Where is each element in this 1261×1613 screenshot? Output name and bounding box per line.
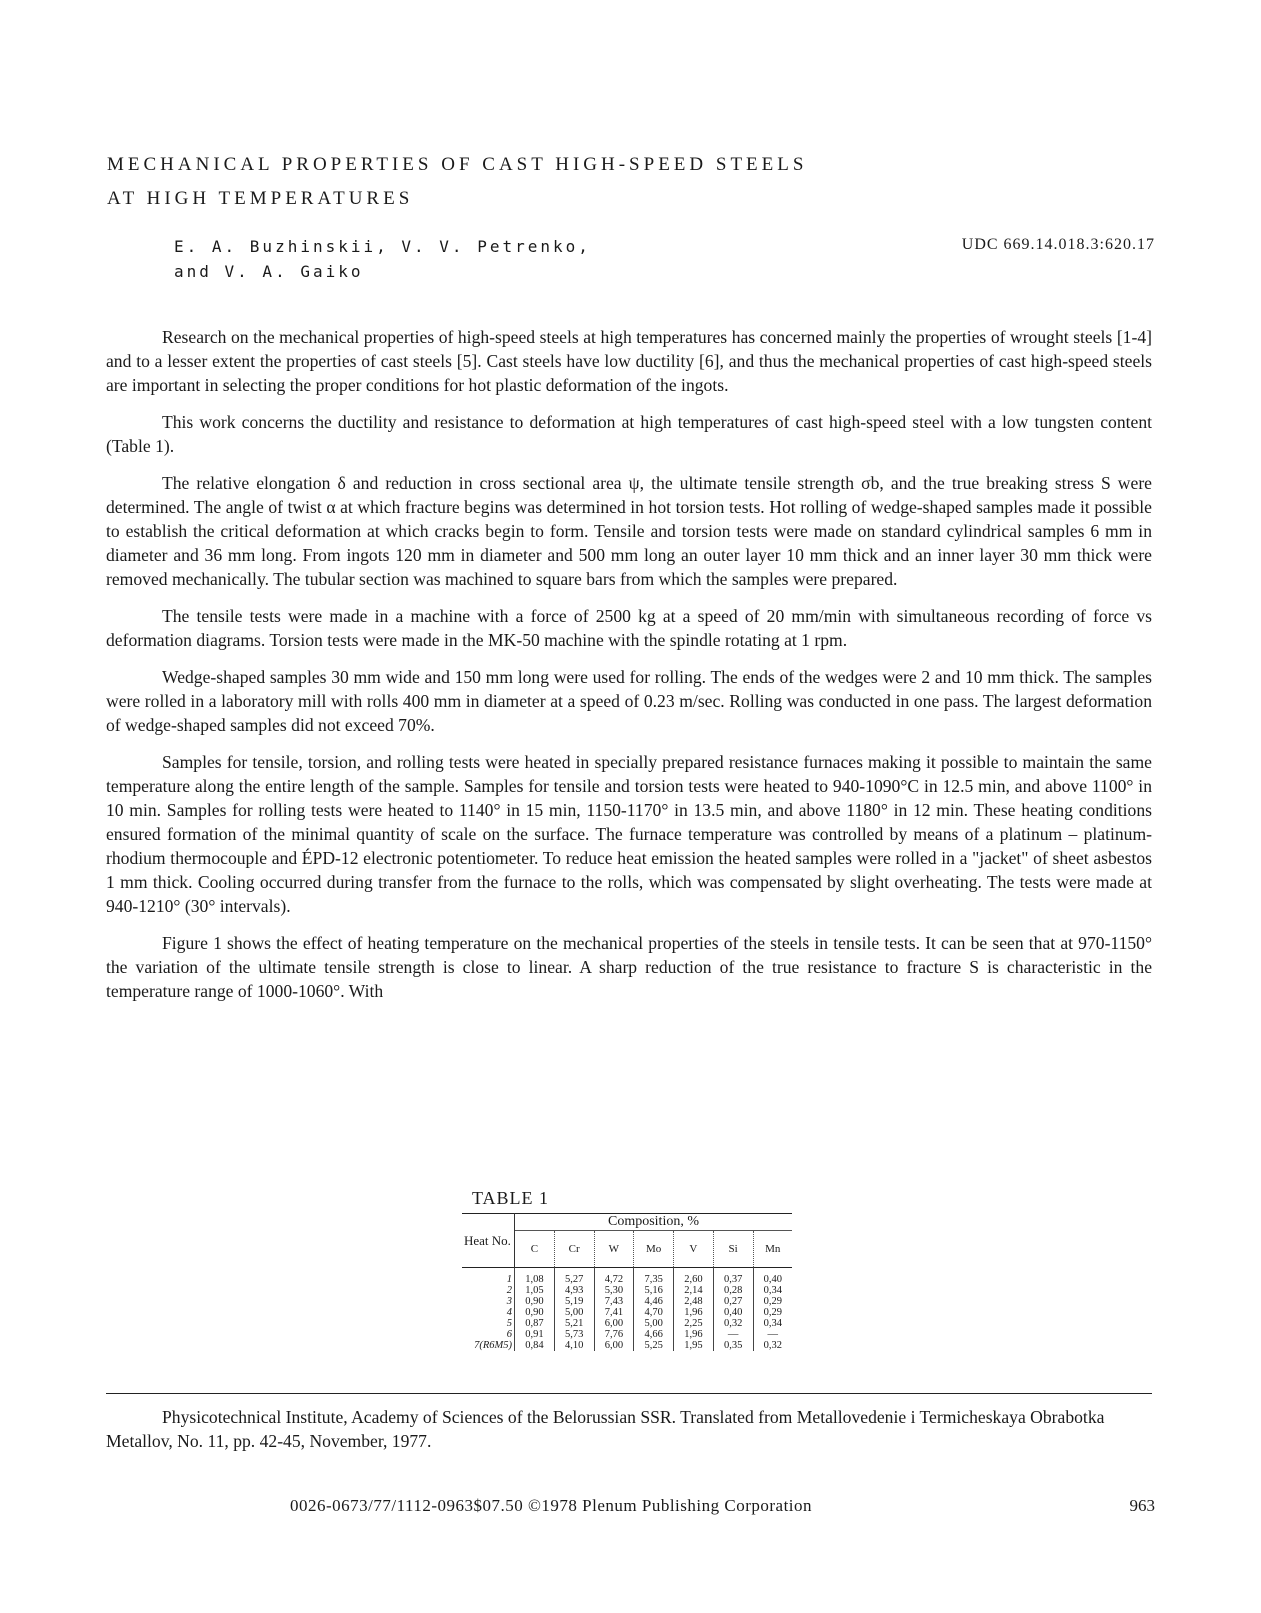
footnote-text: Physicotechnical Institute, Academy of Sciences of the Belorussian SSR. Translated from Metallovedenie i Termicheskaya Obrabotka Metallov, No. 11, pp. 42-45, November, 1977. bbox=[106, 1407, 1105, 1451]
table-cell: 0,37 bbox=[713, 1268, 753, 1286]
table-row bbox=[462, 1285, 792, 1296]
authors-line-1: E. A. Buzhinskii, V. V. Petrenko, bbox=[174, 237, 591, 256]
table-cell: 7,41 bbox=[594, 1307, 634, 1318]
composition-table bbox=[462, 1213, 792, 1351]
table-cell: 5,19 bbox=[554, 1296, 594, 1307]
table-cell: 5,25 bbox=[634, 1340, 674, 1351]
heat-number-cell: 5 bbox=[462, 1318, 515, 1329]
table-cell: 0,91 bbox=[515, 1329, 555, 1340]
table-cell: 5,21 bbox=[554, 1318, 594, 1329]
table-caption: TABLE 1 bbox=[472, 1188, 550, 1208]
table-cell: 5,00 bbox=[634, 1318, 674, 1329]
paragraph: Samples for tensile, torsion, and rolling tests were heated in specially prepared resistance furnaces making it possible to maintain the same temperature along the entire length of the sample. Samples for tensile and torsion tests were heated to 940-1090°C in 12.5 min, and above 1100° in 10 min. Samples for rolling tests were heated to 1140° in 15 min, 1150-1170° in 13.5 min, and above 1180° in 12 min. These heating conditions ensured formation of the minimal quantity of scale on the surface. The furnace temperature was controlled by means of a platinum – platinum-rhodium thermocouple and ÉPD-12 electronic potentiometer. To reduce heat emission the heated samples were rolled in a "jacket" of sheet asbestos 1 mm thick. Cooling occurred during transfer from the furnace to the rolls, which was compensated by slight overheating. The tests were made at 940-1210° (30° intervals). bbox=[106, 752, 1152, 916]
table-cell: 0,32 bbox=[713, 1318, 753, 1329]
table-cell: 5,73 bbox=[554, 1329, 594, 1340]
title-line-1: MECHANICAL PROPERTIES OF CAST HIGH-SPEED STEELS bbox=[107, 154, 808, 175]
table-cell: 6,00 bbox=[594, 1318, 634, 1329]
heat-number-cell: 6 bbox=[462, 1329, 515, 1340]
table-cell: 4,46 bbox=[634, 1296, 674, 1307]
paragraph: Wedge-shaped samples 30 mm wide and 150 mm long were used for rolling. The ends of the wedges were 2 and 10 mm thick. The samples were rolled in a laboratory mill with rolls 400 mm in diameter at a speed of 0.23 m/sec. Rolling was conducted in one pass. The largest deformation of wedge-shaped samples did not exceed 70%. bbox=[106, 667, 1152, 735]
table-cell: 5,30 bbox=[594, 1285, 634, 1296]
footnote bbox=[106, 1405, 1152, 1453]
table-cell: 4,93 bbox=[554, 1285, 594, 1296]
table-cell: — bbox=[767, 1329, 778, 1340]
heat-number-cell: 1 bbox=[462, 1268, 515, 1286]
heat-number-header: Heat No. bbox=[462, 1214, 515, 1268]
paragraph: This work concerns the ductility and resistance to deformation at high temperatures of cast high-speed steel with a low tungsten content (Table 1). bbox=[106, 412, 1152, 456]
title-line-2: AT HIGH TEMPERATURES bbox=[107, 188, 414, 209]
table-cell: 0,90 bbox=[515, 1307, 555, 1318]
table-cell: 0,29 bbox=[763, 1307, 782, 1318]
table-cell: 7,43 bbox=[594, 1296, 634, 1307]
table-cell: 5,16 bbox=[634, 1285, 674, 1296]
paragraph: Figure 1 shows the effect of heating temperature on the mechanical properties of the steels in tensile tests. It can be seen that at 970-1150° the variation of the ultimate tensile strength is close to linear. A sharp reduction of the true resistance to fracture S is characteristic in the temperature range of 1000-1060°. With bbox=[106, 933, 1152, 1001]
table-cell: 2,14 bbox=[674, 1285, 714, 1296]
element-header: W bbox=[594, 1231, 634, 1268]
table-row bbox=[462, 1329, 792, 1340]
article-body bbox=[106, 325, 1152, 1016]
table-cell: 0,28 bbox=[713, 1285, 753, 1296]
table-1 bbox=[462, 1188, 792, 1351]
table-cell: 0,29 bbox=[763, 1296, 782, 1307]
table-cell: 4,66 bbox=[634, 1329, 674, 1340]
table-cell: 0,90 bbox=[515, 1296, 555, 1307]
table-cell: 4,70 bbox=[634, 1307, 674, 1318]
table-cell: 2,60 bbox=[674, 1268, 714, 1286]
paragraph: The relative elongation δ and reduction in cross sectional area ψ, the ultimate tensile strength σb, and the true breaking stress S were determined. The angle of twist α at which fracture begins was determined in hot torsion tests. Hot rolling of wedge-shaped samples made it possible to establish the critical deformation at which cracks begin to form. Tensile and torsion tests were made on standard cylindrical samples 6 mm in diameter and 36 mm long. From ingots 120 mm in diameter and 500 mm long an outer layer 10 mm thick and an inner layer 30 mm thick were removed mechanically. The tubular section was machined to square bars from which the samples were prepared. bbox=[106, 473, 1152, 589]
composition-header: Composition, % bbox=[515, 1214, 793, 1231]
table-cell: 0,35 bbox=[713, 1340, 753, 1351]
table-cell: 4,10 bbox=[554, 1340, 594, 1351]
table-cell: 1,08 bbox=[515, 1268, 555, 1286]
article-title bbox=[107, 148, 1107, 216]
authors bbox=[174, 234, 591, 284]
table-row bbox=[462, 1318, 792, 1329]
table-cell: 0,40 bbox=[753, 1268, 792, 1286]
table-cell: 0,34 bbox=[763, 1318, 782, 1329]
table-cell: 6,00 bbox=[594, 1340, 634, 1351]
table-cell: 5,27 bbox=[554, 1268, 594, 1286]
element-header: Mn bbox=[765, 1243, 781, 1255]
table-cell: 1,96 bbox=[674, 1329, 714, 1340]
table-cell: 0,34 bbox=[763, 1285, 782, 1296]
element-header: Si bbox=[713, 1231, 753, 1268]
table-cell: 1,95 bbox=[674, 1340, 714, 1351]
table-cell: 7,76 bbox=[594, 1329, 634, 1340]
heat-number-cell: 7(R6M5) bbox=[462, 1340, 515, 1351]
heat-number-cell: 4 bbox=[462, 1307, 515, 1318]
footer-code: 0026-0673/77/1112-0963$07.50 ©1978 Plenum Publishing Corporation bbox=[290, 1496, 813, 1515]
heat-number-cell: 3 bbox=[462, 1296, 515, 1307]
page-number: 963 bbox=[1129, 1496, 1155, 1515]
element-header: Cr bbox=[554, 1231, 594, 1268]
table-cell: — bbox=[713, 1329, 753, 1340]
table-row bbox=[462, 1296, 792, 1307]
table-row bbox=[462, 1268, 792, 1286]
table-cell: 2,48 bbox=[674, 1296, 714, 1307]
table-cell: 0,87 bbox=[515, 1318, 555, 1329]
element-header: Mo bbox=[634, 1231, 674, 1268]
authors-line-2: and V. A. Gaiko bbox=[174, 262, 364, 281]
table-cell: 0,27 bbox=[713, 1296, 753, 1307]
heat-number-cell: 2 bbox=[462, 1285, 515, 1296]
element-header: C bbox=[515, 1231, 555, 1268]
table-cell: 0,84 bbox=[515, 1340, 555, 1351]
table-cell: 7,35 bbox=[634, 1268, 674, 1286]
table-cell: 0,40 bbox=[713, 1307, 753, 1318]
table-row bbox=[462, 1307, 792, 1318]
footnote-divider bbox=[106, 1393, 1152, 1394]
element-header: V bbox=[674, 1231, 714, 1268]
paragraph: The tensile tests were made in a machine with a force of 2500 kg at a speed of 20 mm/min with simultaneous recording of force vs deformation diagrams. Torsion tests were made in the MK-50 machine with the spindle rotating at 1 rpm. bbox=[106, 606, 1152, 650]
paragraph: Research on the mechanical properties of high-speed steels at high temperatures has concerned mainly the properties of wrought steels [1-4] and to a lesser extent the properties of cast steels [5]. Cast steels have low ductility [6], and thus the mechanical properties of cast high-speed steels are important in selecting the proper conditions for hot plastic deformation of the ingots. bbox=[106, 327, 1152, 395]
table-cell: 5,00 bbox=[554, 1307, 594, 1318]
table-cell: 1,96 bbox=[674, 1307, 714, 1318]
table-cell: 2,25 bbox=[674, 1318, 714, 1329]
table-cell: 4,72 bbox=[594, 1268, 634, 1286]
table-cell: 0,32 bbox=[763, 1340, 782, 1351]
udc-code: UDC 669.14.018.3:620.17 bbox=[961, 236, 1155, 253]
table-cell: 1,05 bbox=[515, 1285, 555, 1296]
table-row bbox=[462, 1340, 792, 1351]
table-body bbox=[462, 1268, 792, 1352]
